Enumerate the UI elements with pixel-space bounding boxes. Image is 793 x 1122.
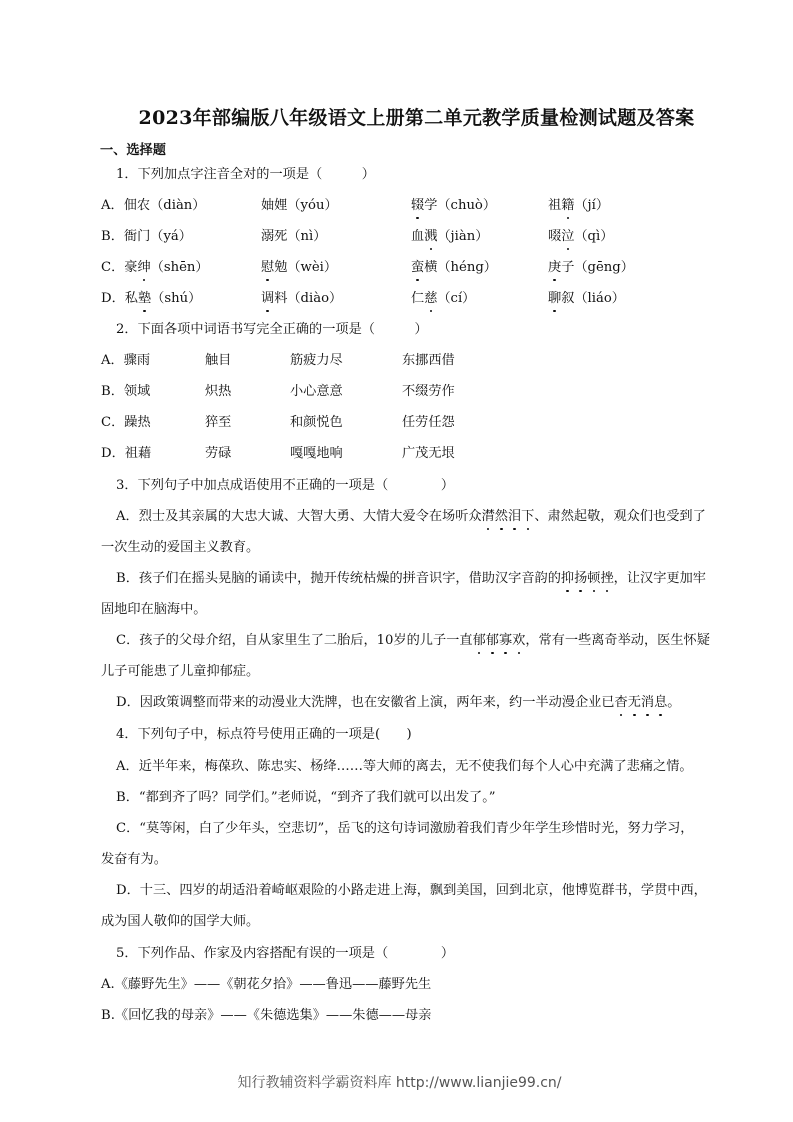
option-text: C．孩子的父母介绍，自从家里生了二胎后，10岁的儿子一直	[116, 633, 473, 648]
question-1-choice	[261, 291, 342, 307]
question-2-stem: 2．下面各项中词语书写完全正确的一项是（ ）	[116, 322, 428, 337]
dotted-character: 溅	[424, 229, 438, 244]
question-1-stem: 1．下列加点字注音全对的一项是（ ）	[116, 167, 375, 182]
page-title: 2023年部编版八年级语文上册第二单元教学质量检测试题及答案	[138, 107, 695, 129]
choice-text: （cí）	[437, 291, 476, 306]
choice-text: 叙（liáo）	[561, 291, 625, 306]
choice-text: （jiàn）	[437, 229, 489, 244]
question-3-option-d	[116, 695, 680, 711]
dotted-idiom: 抑扬顿挫	[560, 571, 614, 586]
option-text: D．因政策调整而带来的动漫业大洗牌，也在安徽省上演，两年来，约一半动漫企业已	[116, 695, 615, 710]
choice-text: 仁	[411, 291, 425, 306]
dotted-character: 聊	[548, 291, 562, 306]
question-4-stem: 4．下列句子中，标点符号使用正确的一项是( )	[116, 727, 412, 742]
question-2-word: 东挪西借	[402, 353, 455, 368]
question-5-option-a: A.《藤野先生》——《朝花夕拾》——鲁迅——藤野先生	[101, 977, 432, 992]
choice-text: 勉（wèi）	[274, 260, 338, 275]
question-3-option-c	[116, 633, 710, 649]
choice-text: （qì）	[574, 229, 614, 244]
question-4-option-c: C．“莫等闲，白了少年头，空悲切”，岳飞的这句诗词激励着我们青少年学生珍惜时光，努力学习，	[116, 821, 694, 836]
choice-text: 门（yá）	[137, 229, 192, 244]
question-3-option-c-cont: 儿子可能患了儿童抑郁症。	[101, 664, 260, 679]
dotted-character: 调	[261, 291, 275, 306]
question-2-word: 不缀劳作	[402, 384, 455, 399]
choice-text: 祖	[548, 198, 562, 213]
choice-text: D．私	[101, 291, 138, 306]
question-2-word: 小心意意	[290, 384, 343, 399]
choice-text: C．豪	[101, 260, 138, 275]
choice-text: （shú）	[151, 291, 202, 306]
choice-text: 溺死（nì）	[261, 229, 327, 244]
choice-text: 妯娌（yóu）	[261, 198, 338, 213]
option-text: B．孩子们在摇头晃脑的诵读中，抛开传统枯燥的拼音识字，借助汉字音韵的	[116, 571, 561, 586]
question-1-choice	[101, 198, 205, 214]
choice-text: 啜	[548, 229, 562, 244]
question-4-option-d: D．十三、四岁的胡适沿着崎岖艰险的小路走进上海，飘到美国，回到北京，他博览群书，学贯中西，	[116, 883, 707, 898]
question-1-choice	[101, 291, 201, 307]
question-2-word: C．躁热	[101, 415, 151, 430]
question-2-word: 嘎嘎地响	[290, 446, 343, 461]
question-4-option-d-cont: 成为国人敬仰的国学大师。	[101, 914, 260, 929]
question-2-word: A．骤雨	[101, 353, 151, 368]
question-1-choice	[261, 229, 326, 245]
dotted-character: 绅	[137, 260, 151, 275]
dotted-idiom: 郁郁寡欢	[472, 633, 526, 648]
question-4-option-b: B．“都到齐了吗？同学们。”老师说，“到齐了我们就可以出发了。”	[116, 790, 496, 805]
question-5-stem: 5．下列作品、作家及内容搭配有误的一项是（ ）	[116, 946, 455, 961]
question-3-option-a	[116, 509, 706, 525]
question-1-choice	[548, 260, 634, 276]
dotted-idiom: 杳无消息	[614, 695, 668, 710]
question-2-word: 和颜悦色	[290, 415, 343, 430]
option-text: 。	[667, 695, 681, 710]
option-text: ，让汉字更加牢	[613, 571, 706, 586]
choice-text: （jí）	[574, 198, 610, 213]
choice-text: 学（chuò）	[424, 198, 497, 213]
question-2-word: B．领域	[101, 384, 151, 399]
dotted-idiom: 潸然泪下	[481, 509, 535, 524]
question-2-word: D．祖藉	[101, 446, 152, 461]
question-2-word: 任劳任怨	[402, 415, 455, 430]
dotted-character: 慈	[424, 291, 438, 306]
question-1-choice	[101, 260, 209, 276]
dotted-character: 慰	[261, 260, 275, 275]
dotted-character: 蛮	[411, 260, 425, 275]
choice-text: 料（diào）	[274, 291, 343, 306]
dotted-character: 籍	[561, 198, 575, 213]
question-1-choice	[101, 229, 192, 245]
option-text: 、肃然起敬，观众们也受到了	[534, 509, 706, 524]
choice-text: 农（diàn）	[136, 198, 206, 213]
question-1-choice	[548, 291, 625, 307]
question-1-choice	[548, 198, 609, 214]
option-text: A．烈士及其亲属的大忠大诚、大智大勇、大情大爱令在场听众	[116, 509, 482, 524]
choice-text: A．佃	[101, 198, 137, 213]
question-3-stem: 3．下列句子中加点成语使用不正确的一项是（ ）	[116, 478, 455, 493]
question-1-choice	[411, 291, 475, 307]
choice-text: 横（héng）	[424, 260, 497, 275]
question-1-choice	[548, 229, 613, 245]
question-1-choice	[411, 260, 497, 276]
question-2-word: 广茂无垠	[402, 446, 455, 461]
question-4-option-c-cont: 发奋有为。	[101, 852, 167, 867]
question-5-option-b: B.《回忆我的母亲》——《朱德选集》——朱德——母亲	[101, 1008, 432, 1023]
dotted-character: 辍	[411, 198, 425, 213]
question-2-word: 炽热	[205, 384, 232, 399]
question-4-option-a: A．近半年来，梅葆玖、陈忠实、杨绛……等大师的离去，无不使我们每个人心中充满了悲痛之情。	[116, 759, 693, 774]
question-1-choice	[261, 260, 337, 276]
choice-text: （shēn）	[150, 260, 209, 275]
question-2-word: 触目	[205, 353, 232, 368]
question-2-word: 劳碌	[205, 446, 232, 461]
question-1-choice	[261, 198, 338, 214]
dotted-character: 塾	[137, 291, 152, 306]
question-2-word: 猝至	[205, 415, 232, 430]
choice-text: B．衙	[101, 229, 138, 244]
choice-text: 血	[411, 229, 425, 244]
section-heading: 一、选择题	[100, 143, 166, 158]
question-1-choice	[411, 198, 496, 214]
choice-text: 子（gēng）	[561, 260, 634, 275]
dotted-character: 泣	[561, 229, 575, 244]
option-text: ，常有一些离奇举动，医生怀疑	[525, 633, 710, 648]
question-1-choice	[411, 229, 488, 245]
footer-watermark: 知行教辅资料学霸资料库 http://www.lianjie99.cn/	[237, 1075, 562, 1091]
question-2-word: 筋疲力尽	[290, 353, 343, 368]
question-3-option-a-cont: 一次生动的爱国主义教育。	[101, 540, 260, 555]
question-3-option-b	[116, 571, 706, 587]
question-3-option-b-cont: 固地印在脑海中。	[101, 602, 207, 617]
dotted-character: 庚	[548, 260, 562, 275]
